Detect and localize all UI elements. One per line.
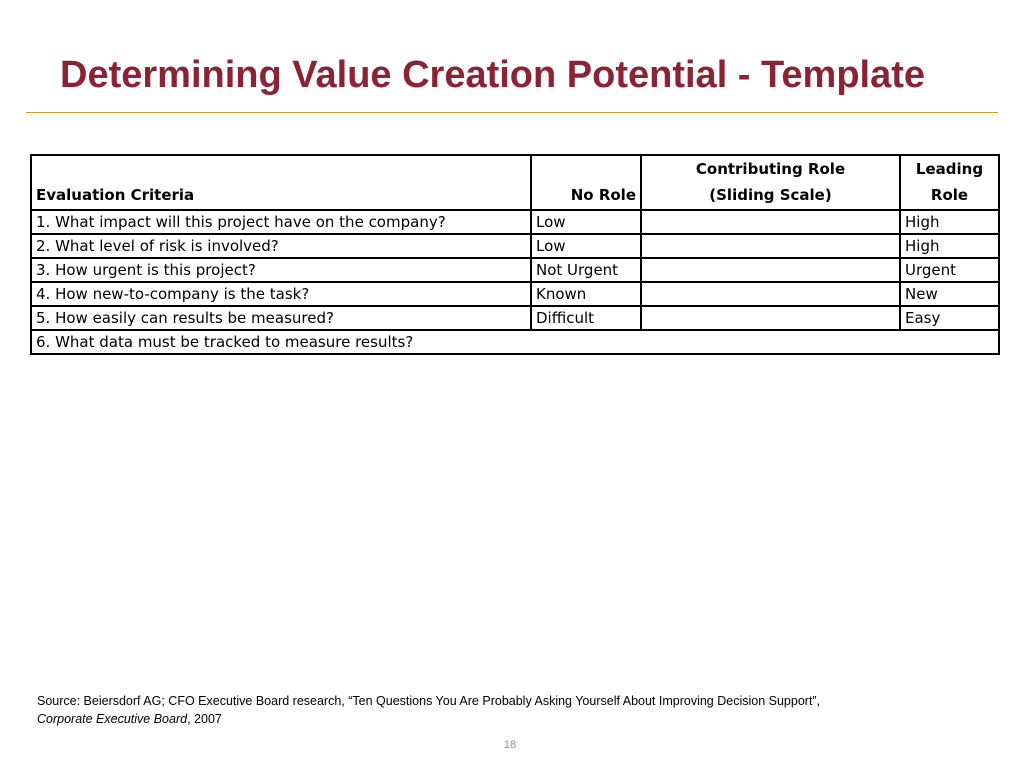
header-leading-role-line2: Role	[930, 186, 969, 204]
no-role-cell: Low	[531, 210, 641, 234]
header-no-role: No Role	[531, 155, 641, 210]
table-row	[31, 210, 999, 234]
contributing-cell	[641, 306, 900, 330]
header-evaluation-criteria: Evaluation Criteria	[31, 155, 531, 210]
header-contributing-role	[641, 155, 900, 210]
leading-cell: New	[900, 282, 999, 306]
no-role-cell: Known	[531, 282, 641, 306]
source-line: Source: Beiersdorf AG; CFO Executive Board research, “Ten Questions You Are Probably Asking Yourself About Improving Decision Support”,	[37, 694, 821, 708]
slide-title: Determining Value Creation Potential - Template	[60, 54, 926, 96]
criteria-cell: 5. How easily can results be measured?	[31, 306, 531, 330]
contributing-cell	[641, 210, 900, 234]
open-question-cell: 6. What data must be tracked to measure results?	[31, 330, 999, 354]
header-contributing-role-line2: (Sliding Scale)	[709, 186, 832, 204]
criteria-cell: 3. How urgent is this project?	[31, 258, 531, 282]
leading-cell: Easy	[900, 306, 999, 330]
no-role-cell: Difficult	[531, 306, 641, 330]
open-question-row	[31, 330, 999, 354]
source-note	[37, 692, 997, 728]
header-leading-role	[900, 155, 999, 210]
table-row	[31, 306, 999, 330]
table-row	[31, 234, 999, 258]
page-number: 18	[503, 739, 517, 751]
leading-cell: High	[900, 210, 999, 234]
leading-cell: Urgent	[900, 258, 999, 282]
contributing-cell	[641, 234, 900, 258]
criteria-cell: 2. What level of risk is involved?	[31, 234, 531, 258]
source-publication-line	[37, 710, 997, 728]
table-header-row	[31, 155, 999, 210]
evaluation-table	[30, 154, 1000, 355]
contributing-cell	[641, 258, 900, 282]
no-role-cell: Low	[531, 234, 641, 258]
source-publication: Corporate Executive Board	[37, 712, 188, 726]
criteria-cell: 4. How new-to-company is the task?	[31, 282, 531, 306]
table-row	[31, 282, 999, 306]
leading-cell: High	[900, 234, 999, 258]
contributing-cell	[641, 282, 900, 306]
table-row	[31, 258, 999, 282]
no-role-cell: Not Urgent	[531, 258, 641, 282]
title-divider	[26, 112, 998, 113]
header-contributing-role-line1: Contributing Role	[695, 160, 846, 178]
header-leading-role-line1: Leading	[915, 160, 984, 178]
criteria-cell: 1. What impact will this project have on the company?	[31, 210, 531, 234]
source-year: , 2007	[187, 712, 222, 726]
